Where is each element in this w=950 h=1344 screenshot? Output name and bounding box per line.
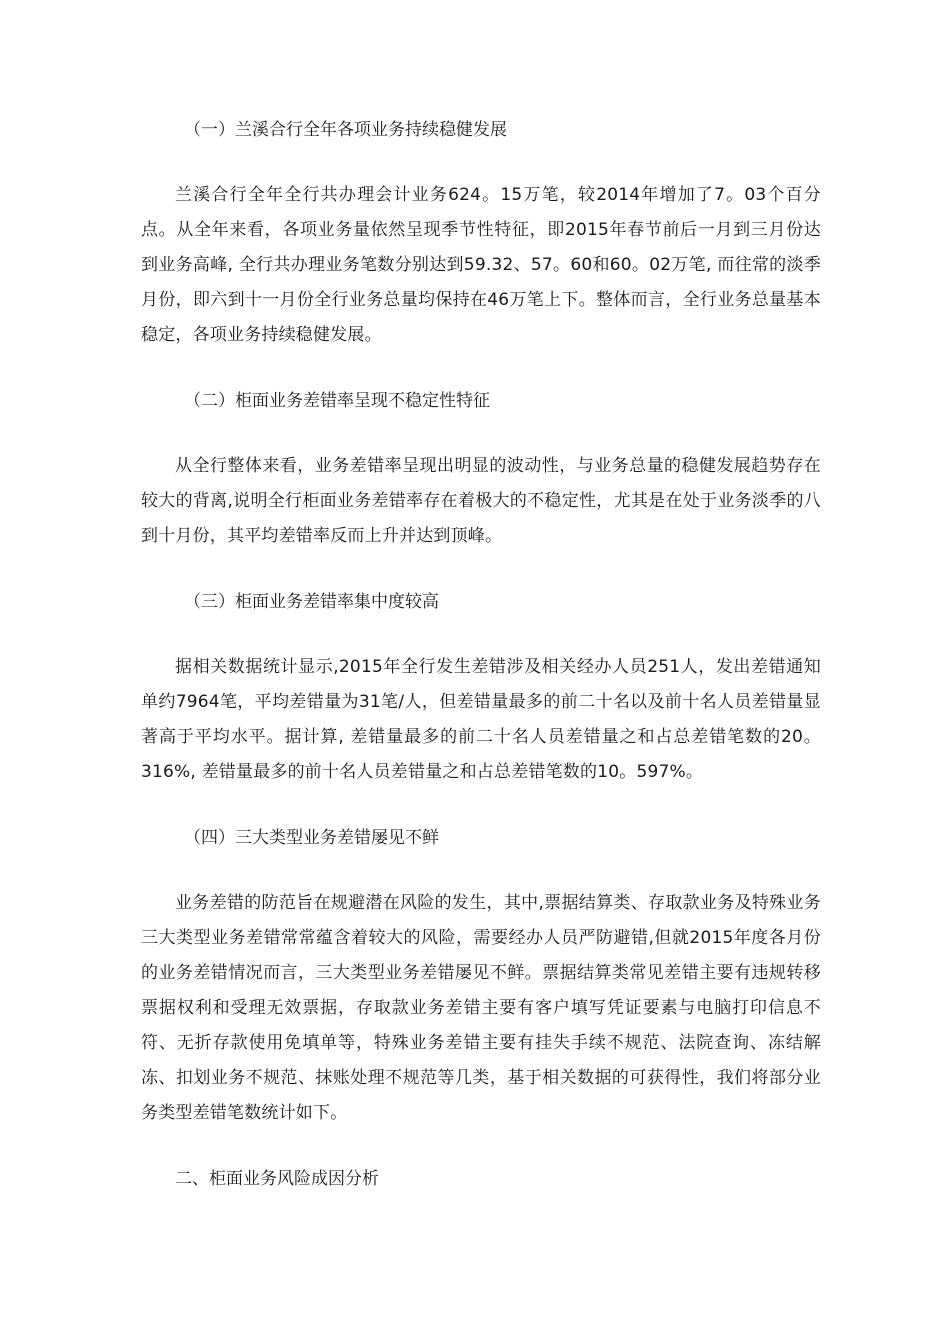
section-body-2: 从全行整体来看，业务差错率呈现出明显的波动性，与业务总量的稳健发展趋势存在较大的背离,说明全行柜面业务差错率存在着极大的不稳定性，尤其是在处于业务淡季的八到十月份，其平均差错率反而上升并达到顶峰。 [141,456,821,546]
section-body-1: 兰溪合行全年全行共办理会计业务624。15万笔，较2014年增加了7。03个百分点。从全年来看，各项业务量依然呈现季节性特征，即2015年春节前后一月到三月份达到业务高峰, 全行共办理业务笔数分别达到59.32、57。60和60。02万笔, 而往常的淡季月份，即六到十一月份全行业务总量均保持在46万笔上下。整体而言，全行业务总量基本稳定，各项业务持续稳健发展。 [141,185,821,345]
section-heading-1: （一）兰溪合行全年各项业务持续稳健发展 [184,120,507,140]
section-heading-4: （四）三大类型业务差错屡见不鲜 [184,828,439,848]
section-body-4: 业务差错的防范旨在规避潜在风险的发生，其中,票据结算类、存取款业务及特殊业务三大类型业务差错常常蕴含着较大的风险，需要经办人员严防避错,但就2015年度各月份的业务差错情况而言，三大类型业务差错屡见不鲜。票据结算类常见差错主要有违规转移票据权利和受理无效票据，存取款业务差错主要有客户填写凭证要素与电脑打印信息不符、无折存款使用免填单等，特殊业务差错主要有挂失手续不规范、法院查询、冻结解冻、扣划业务不规范、抹账处理不规范等几类，基于相关数据的可获得性，我们将部分业务类型差错笔数统计如下。 [141,893,821,1123]
section-heading-3: （三）柜面业务差错率集中度较高 [184,592,439,612]
closing-heading: 二、柜面业务风险成因分析 [175,1169,379,1189]
section-body-3: 据相关数据统计显示,2015年全行发生差错涉及相关经办人员251人，发出差错通知单约7964笔，平均差错量为31笔/人，但差错量最多的前二十名以及前十名人员差错量显著高于平均水平。据计算, 差错量最多的前二十名人员差错量之和占总差错笔数的20。316%, 差错量最多的前十名人员差错量之和占总差错笔数的10。597%。 [141,657,821,782]
section-heading-2: （二）柜面业务差错率呈现不稳定性特征 [184,391,490,411]
document-content [141,113,821,1196]
